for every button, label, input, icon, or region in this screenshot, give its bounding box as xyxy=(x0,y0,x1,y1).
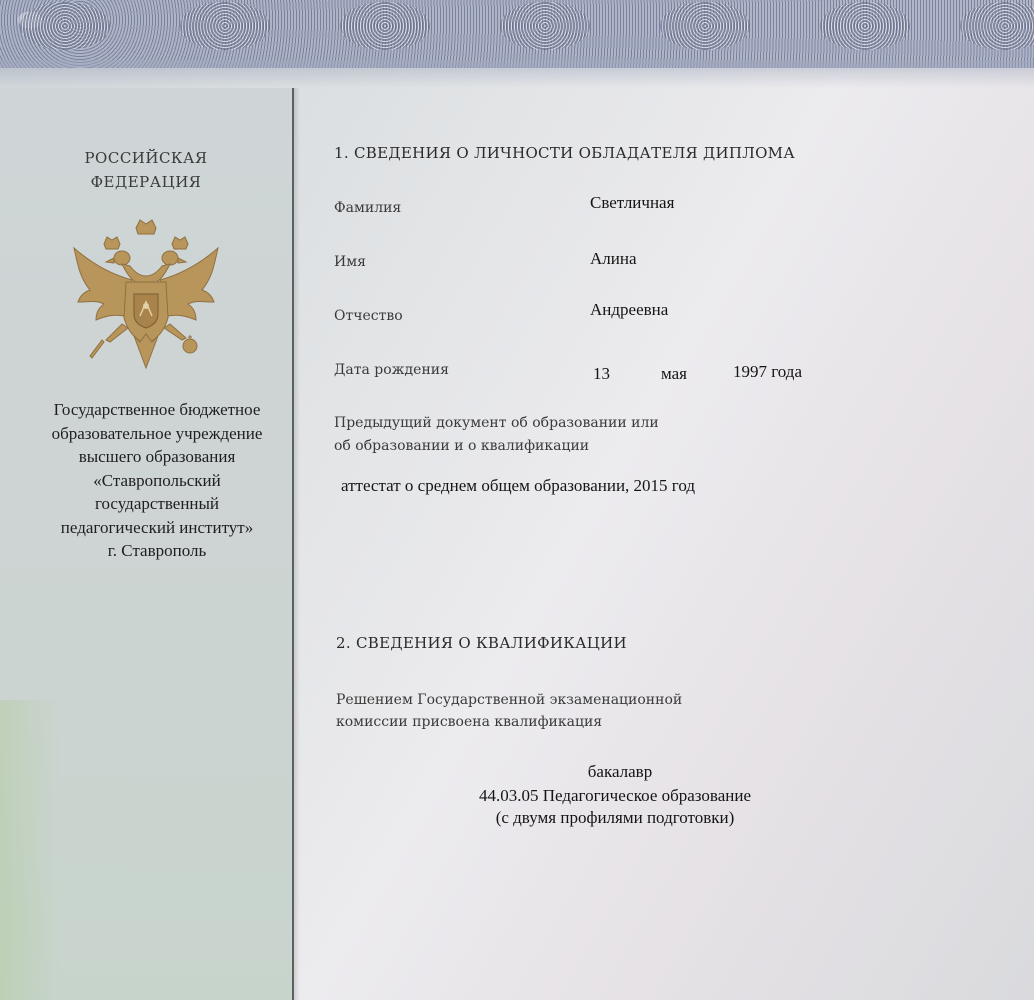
guilloche-rosette xyxy=(820,2,910,50)
section-1-title: 1. СВЕДЕНИЯ О ЛИЧНОСТИ ОБЛАДАТЕЛЯ ДИПЛОМА xyxy=(334,144,795,162)
institution-name xyxy=(22,398,292,563)
institution-line: образовательное учреждение xyxy=(51,423,263,443)
institution-line: государственный xyxy=(94,494,220,513)
band-fade xyxy=(0,60,1034,88)
institution-line: педагогический институт» xyxy=(60,517,254,537)
double-headed-eagle-emblem-icon xyxy=(70,218,222,378)
surname-label: Фамилия xyxy=(334,200,402,216)
commission-decision: Решением Государственной экзаменационной xyxy=(336,692,683,708)
birth-month: мая xyxy=(661,364,688,383)
birth-year: 1997 года xyxy=(733,362,803,381)
country-line-2: ФЕДЕРАЦИЯ xyxy=(90,173,202,191)
guilloche-rosette xyxy=(180,2,270,50)
guilloche-rosette xyxy=(500,2,590,50)
name-label: Имя xyxy=(334,254,366,270)
section-2-title: 2. СВЕДЕНИЯ О КВАЛИФИКАЦИИ xyxy=(336,634,627,652)
surname-value: Светличная xyxy=(590,193,675,212)
program-value: 44.03.05 Педагогическое образование xyxy=(478,786,752,805)
institution-line: высшего образования xyxy=(78,447,236,466)
profiles-value: (с двумя профилями подготовки) xyxy=(495,808,735,827)
name-value: Алина xyxy=(590,249,637,268)
commission-decision-2: комиссии присвоена квалификация xyxy=(336,714,603,730)
previous-document-label: Предыдущий документ об образовании или xyxy=(334,415,659,431)
guilloche-rosette xyxy=(20,2,110,50)
birth-date-label: Дата рождения xyxy=(334,362,449,378)
guilloche-rosette xyxy=(960,2,1034,50)
previous-document-label-2: об образовании и о квалификации xyxy=(334,438,590,454)
qualification-value: бакалавр xyxy=(587,762,653,781)
guilloche-rosette xyxy=(660,2,750,50)
patronymic-label: Отчество xyxy=(334,308,403,324)
birth-day: 13 xyxy=(593,364,610,383)
institution-city: г. Ставрополь xyxy=(107,541,207,560)
institution-line: Государственное бюджетное xyxy=(53,400,261,419)
guilloche-band xyxy=(0,0,1034,68)
previous-document-value: аттестат о среднем общем образовании, 2015 год xyxy=(341,476,696,495)
institution-line: «Ставропольский xyxy=(93,470,221,490)
divider-shadow xyxy=(294,88,300,1000)
country-line-1: РОССИЙСКАЯ xyxy=(84,149,208,167)
guilloche-rosette xyxy=(340,2,430,50)
patronymic-value: Андреевна xyxy=(590,300,669,319)
country-name xyxy=(60,146,232,194)
